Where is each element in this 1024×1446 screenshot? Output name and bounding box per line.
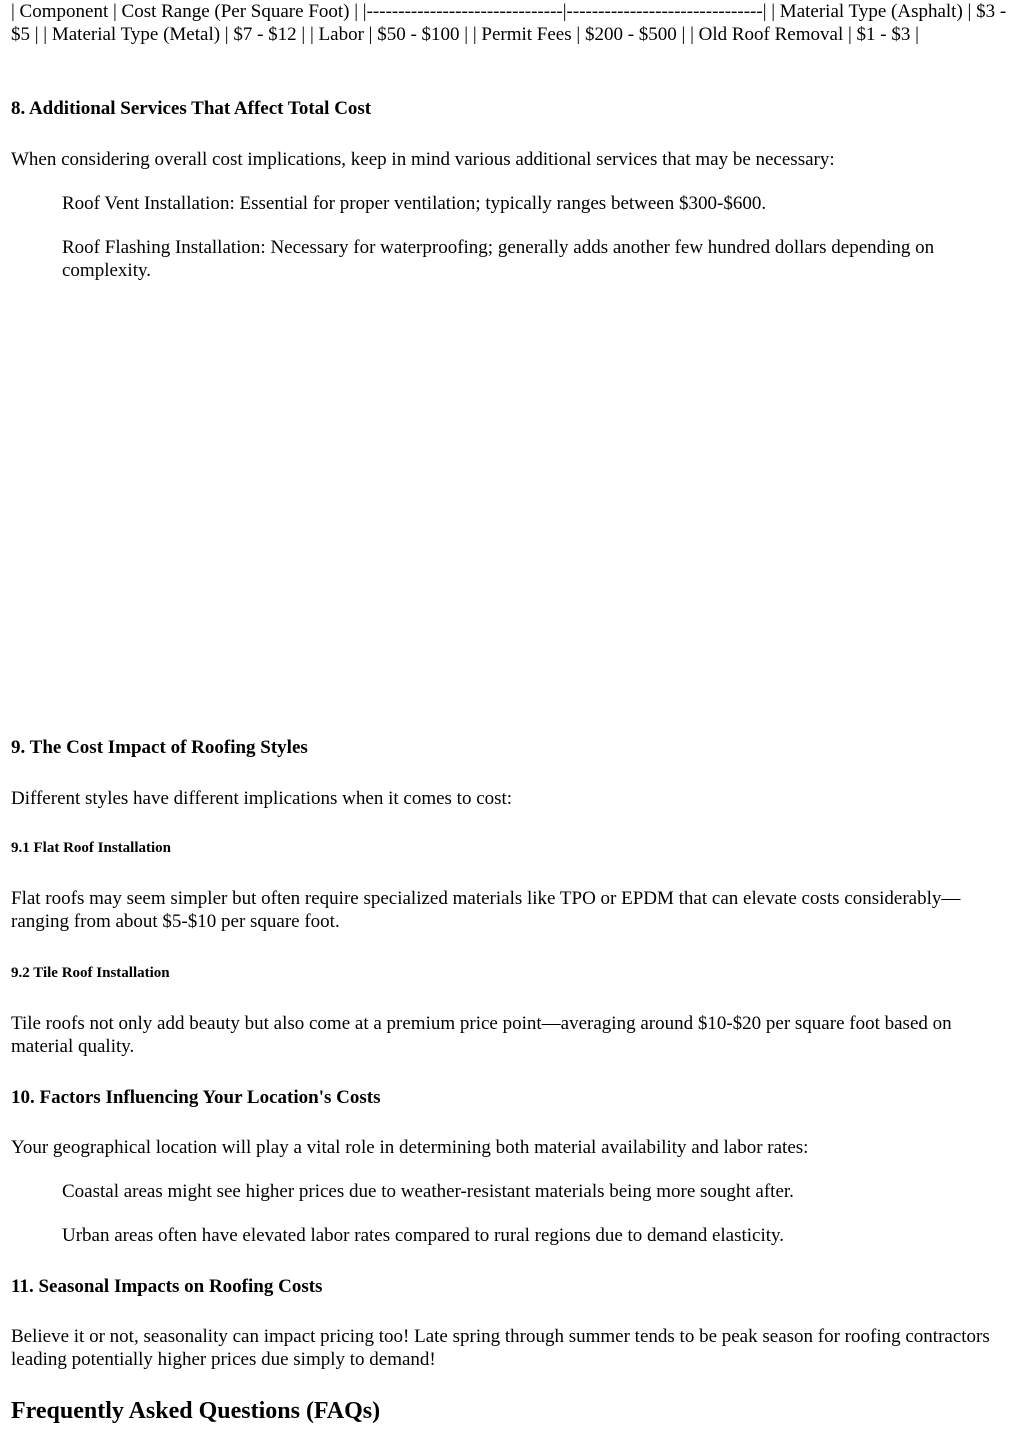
section-10-intro: Your geographical location will play a vital role in determining both material availability and labor rates:	[11, 1137, 809, 1158]
section-10-heading: 10. Factors Influencing Your Location's Costs	[11, 1087, 381, 1108]
list-item: Roof Flashing Installation: Necessary for waterproofing; generally adds another few hundred dollars depending on complexity.	[62, 237, 935, 281]
section-9-heading: 9. The Cost Impact of Roofing Styles	[11, 737, 308, 758]
section-10-list-2	[11, 1224, 1014, 1247]
list-item: Roof Vent Installation: Essential for proper ventilation; typically ranges between $300-$600.	[62, 193, 767, 214]
section-8-list-2	[11, 236, 1014, 282]
section-9-1-heading: 9.1 Flat Roof Installation	[11, 840, 172, 856]
section-9-intro: Different styles have different implications when it comes to cost:	[11, 788, 513, 809]
section-8-list	[11, 192, 1014, 215]
list-item: Urban areas often have elevated labor rates compared to rural regions due to demand elasticity.	[62, 1225, 785, 1246]
section-11-text: Believe it or not, seasonality can impact pricing too! Late spring through summer tends to be peak season for roofing contractors leading potentially higher prices due simply to demand!	[11, 1326, 990, 1370]
cost-table-raw-text: | Component | Cost Range (Per Square Foot) | |-------------------------------|-------------------------------| | Material Type (Asphalt) | $3 - $5 | | Material Type (Metal) | $7 - $12 | | Labor | $50 - $100 | | Permit Fees | $200 - $500 | | Old Roof Removal | $1 - $3 |	[11, 1, 1007, 45]
section-9-2-heading: 9.2 Tile Roof Installation	[11, 965, 170, 981]
section-10-list	[11, 1180, 1014, 1203]
section-8-intro: When considering overall cost implications, keep in mind various additional services that may be necessary:	[11, 149, 835, 170]
faq-heading: Frequently Asked Questions (FAQs)	[11, 1398, 381, 1424]
section-9-1-text: Flat roofs may seem simpler but often require specialized materials like TPO or EPDM that can elevate costs considerably—ranging from about $5-$10 per square foot.	[11, 888, 961, 932]
section-11-heading: 11. Seasonal Impacts on Roofing Costs	[11, 1276, 323, 1297]
section-8-heading: 8. Additional Services That Affect Total Cost	[11, 98, 372, 119]
section-9-2-text: Tile roofs not only add beauty but also come at a premium price point—averaging around $10-$20 per square foot based on material quality.	[11, 1013, 952, 1057]
list-item: Coastal areas might see higher prices due to weather-resistant materials being more sought after.	[62, 1181, 794, 1202]
